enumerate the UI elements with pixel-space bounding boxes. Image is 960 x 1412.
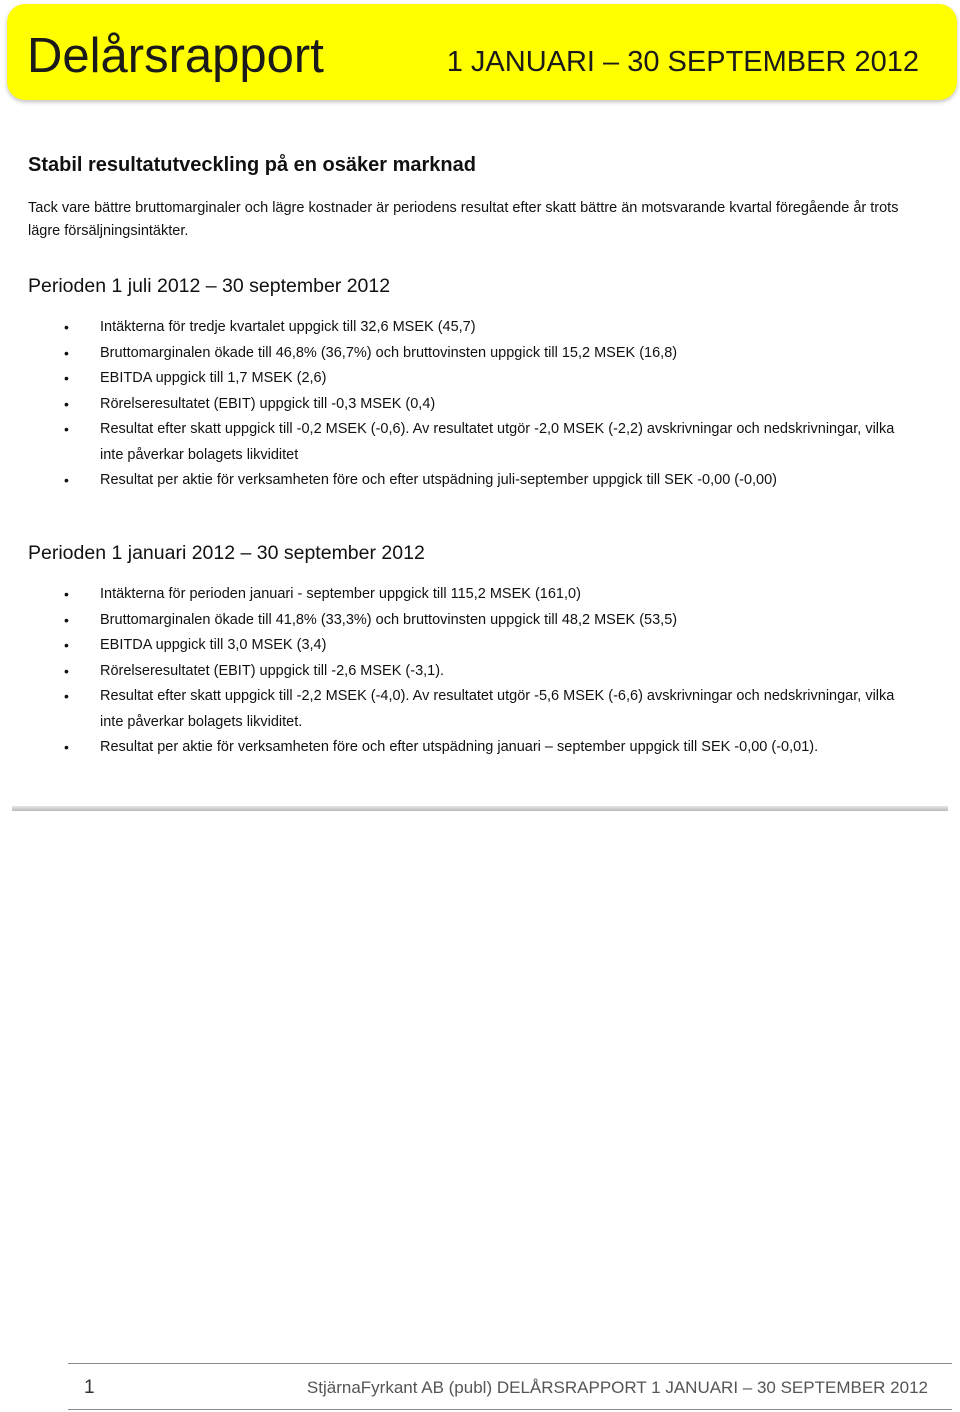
list-item-text: Resultat efter skatt uppgick till -2,2 MSEK (-4,0). Av resultatet utgör -5,6 MSEK (-6,6) avskrivningar och nedskrivningar, vilka inte påverkar bolagets likviditet. [100,688,895,730]
bullet-list-ytd [0,582,960,761]
list-item-text: Bruttomarginalen ökade till 41,8% (33,3%) och bruttovinsten uppgick till 48,2 MSEK (53,5) [100,611,678,628]
bullet-icon: • [64,637,69,653]
intro-paragraph: Tack vare bättre bruttomarginaler och lägre kostnader är periodens resultat efter skatt bättre än motsvarande kvartal föregående år trots lägre försäljningsintäkter. [28,200,899,239]
list-item-text: Resultat per aktie för verksamheten före och efter utspädning januari – september uppgick till SEK -0,00 (-0,01). [100,739,819,755]
list-item-text: Intäkterna för tredje kvartalet uppgick till 32,6 MSEK (45,7) [100,319,476,335]
list-item [0,684,960,735]
list-item [0,582,960,608]
list-item-text: EBITDA uppgick till 1,7 MSEK (2,6) [100,370,327,386]
bullet-icon: • [64,344,69,361]
list-item-text: Rörelseresultatet (EBIT) uppgick till -2,6 MSEK (-3,1). [100,662,445,679]
bullet-icon: • [64,739,69,755]
bullet-icon: • [64,586,69,602]
list-item [0,608,960,634]
list-item [0,659,960,685]
header-banner [7,4,957,100]
footer-text: StjärnaFyrkant AB (publ) DELÅRSRAPPORT 1 JANUARI – 30 SEPTEMBER 2012 [306,1378,928,1397]
list-item [0,392,960,418]
bullet-icon: • [64,395,69,412]
bullet-icon: • [64,611,69,628]
list-item [0,315,960,341]
footer-rule-bottom [68,1409,952,1410]
headline: Stabil resultatutveckling på en osäker marknad [28,154,476,176]
bullet-icon: • [64,472,69,488]
bullet-icon: • [64,662,69,679]
list-item-text: Bruttomarginalen ökade till 46,8% (36,7%) och bruttovinsten uppgick till 15,2 MSEK (16,8) [100,344,678,361]
bullet-icon: • [64,421,69,437]
list-item [0,417,960,468]
report-period: 1 JANUARI – 30 SEPTEMBER 2012 [446,46,919,78]
footer-rule-top [68,1363,952,1364]
bullet-icon: • [64,688,69,704]
list-item [0,366,960,392]
list-item-text: EBITDA uppgick till 3,0 MSEK (3,4) [100,637,327,653]
list-item [0,468,960,494]
bullet-list-q3 [0,315,960,494]
list-item-text: Intäkterna för perioden januari - september uppgick till 115,2 MSEK (161,0) [100,586,581,602]
list-item-text: Rörelseresultatet (EBIT) uppgick till -0,3 MSEK (0,4) [100,395,436,412]
section-divider [12,806,948,811]
list-item-text: Resultat efter skatt uppgick till -0,2 MSEK (-0,6). Av resultatet utgör -2,0 MSEK (-2,2) avskrivningar och nedskrivningar, vilka inte påverkar bolagets likviditet [100,421,895,463]
list-item-text: Resultat per aktie för verksamheten före och efter utspädning juli-september uppgick till SEK -0,00 (-0,00) [100,472,778,488]
section-heading-q3: Perioden 1 juli 2012 – 30 september 2012 [28,275,391,297]
section-heading-ytd: Perioden 1 januari 2012 – 30 september 2012 [28,542,425,564]
list-item [0,341,960,367]
bullet-icon: • [64,319,69,335]
bullet-icon: • [64,370,69,386]
list-item [0,633,960,659]
page-number: 1 [84,1377,95,1398]
report-title: Delårsrapport [27,29,324,83]
list-item [0,735,960,761]
